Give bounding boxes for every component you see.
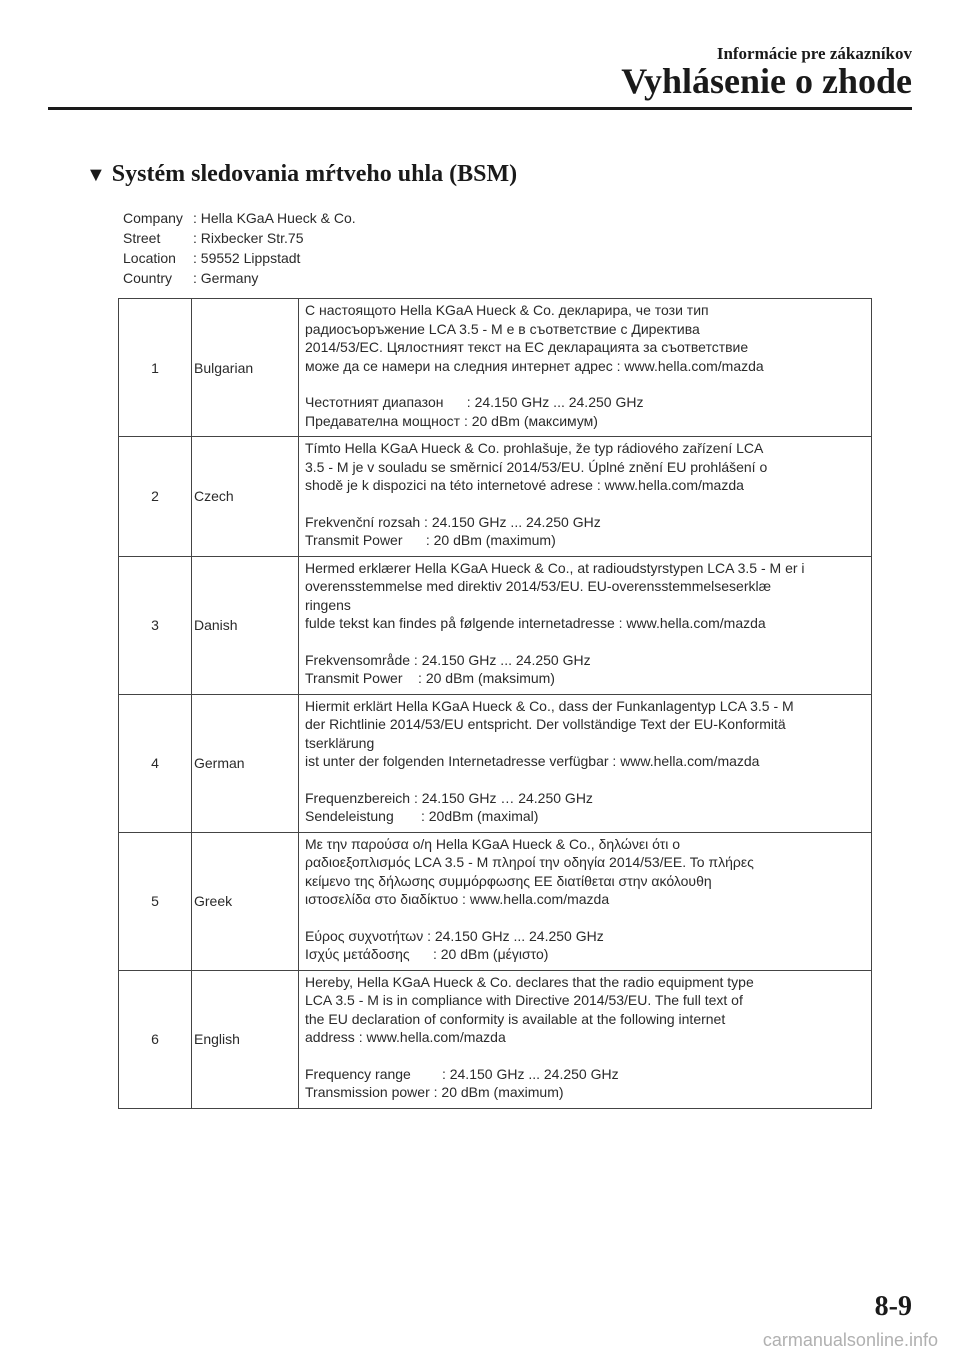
spec-line: Frekvensområde : 24.150 GHz ... 24.250 GHz	[305, 651, 591, 668]
declaration-line: радиосъоръжение LCA 3.5 - M е в съответствие с Директива	[305, 320, 700, 337]
company-key: Street	[123, 230, 161, 246]
page-number: 8-9	[874, 1291, 912, 1322]
company-key: Country	[123, 270, 173, 286]
declaration-line: the EU declaration of conformity is available at the following internet	[305, 1010, 726, 1027]
declaration-line: ist unter der folgenden Internetadresse verfügbar : www.hella.com/mazda	[305, 753, 760, 769]
row-language: Bulgarian	[192, 299, 299, 437]
table-row	[119, 694, 872, 832]
page-title: Vyhlásenie o zhode	[621, 61, 912, 101]
spacer	[305, 495, 865, 513]
company-key: Company	[123, 210, 183, 226]
table-row	[119, 437, 872, 557]
row-number: 2	[119, 437, 192, 557]
company-row	[123, 228, 356, 248]
declaration-line: κείμενο της δήλωσης συμμόρφωσης ΕΕ διατίθεται στην ακόλουθη	[305, 872, 712, 889]
row-language: Czech	[192, 437, 299, 557]
declaration-line: Hereby, Hella KGaA Hueck & Co. declares that the radio equipment type	[305, 973, 754, 990]
spec-line: Sendeleistung : 20dBm (maximal)	[305, 808, 539, 824]
row-language: English	[192, 970, 299, 1108]
row-declaration	[299, 299, 872, 437]
row-declaration	[299, 437, 872, 557]
declaration-line: Hermed erklærer Hella KGaA Hueck & Co., at radioudstyrstypen LCA 3.5 - M er i	[305, 559, 805, 576]
spec-line: Frekvenční rozsah : 24.150 GHz ... 24.250 GHz	[305, 513, 601, 530]
spacer	[305, 909, 865, 927]
company-row	[123, 248, 356, 268]
row-number: 6	[119, 970, 192, 1108]
company-value: : Germany	[193, 270, 259, 286]
company-row	[123, 268, 356, 288]
company-value: : Hella KGaA Hueck & Co.	[193, 210, 356, 226]
spec-line: Предавателна мощност : 20 dBm (максимум)	[305, 412, 598, 429]
company-key: Location	[123, 250, 176, 266]
declaration-line: shodě je k dispozici na této internetové adrese : www.hella.com/mazda	[305, 477, 744, 493]
declaration-line: Με την παρούσα ο/η Hella KGaA Hueck & Co., δηλώνει ότι ο	[305, 835, 681, 852]
row-number: 1	[119, 299, 192, 437]
spec-line: Transmit Power : 20 dBm (maksimum)	[305, 670, 555, 686]
row-declaration	[299, 832, 872, 970]
spec-line: Ισχύς μετάδοσης : 20 dBm (μέγιστο)	[305, 946, 549, 962]
spec-line: Transmission power : 20 dBm (maximum)	[305, 1084, 564, 1100]
row-declaration	[299, 970, 872, 1108]
row-language: Danish	[192, 556, 299, 694]
declaration-line: LCA 3.5 - M is in compliance with Directive 2014/53/EU. The full text of	[305, 992, 743, 1008]
declaration-line: ραδιοεξοπλισμός LCA 3.5 - M πληροί την οδηγία 2014/53/ΕΕ. Το πλήρες	[305, 854, 754, 870]
declaration-line: 3.5 - M je v souladu se směrnicí 2014/53/EU. Úplné znění EU prohlášení o	[305, 458, 768, 475]
declaration-line: fulde tekst kan findes på følgende internetadresse : www.hella.com/mazda	[305, 615, 766, 631]
declaration-line: 2014/53/ЕС. Цялостният текст на ЕС декларацията за съответствие	[305, 339, 749, 355]
header-divider	[48, 107, 912, 110]
spacer	[305, 1047, 865, 1065]
spec-line: Frequency range : 24.150 GHz ... 24.250 GHz	[305, 1065, 619, 1082]
row-number: 3	[119, 556, 192, 694]
company-value: : Rixbecker Str.75	[193, 230, 304, 246]
triangle-down-icon: ▼	[86, 164, 106, 186]
watermark: carmanualsonline.info	[762, 1330, 938, 1350]
declaration-line: С настоящото Hella KGaA Hueck & Co. декларира, че този тип	[305, 302, 709, 318]
spacer	[305, 633, 865, 651]
row-declaration	[299, 556, 872, 694]
spacer	[305, 375, 865, 393]
header-section-label: Informácie pre zákazníkov	[716, 44, 912, 63]
spec-line: Transmit Power : 20 dBm (maximum)	[305, 532, 556, 548]
declaration-line: overensstemmelse med direktiv 2014/53/EU. EU-overensstemmelseserklæ	[305, 578, 772, 594]
spec-line: Εύρος συχνοτήτων : 24.150 GHz ... 24.250 GHz	[305, 927, 604, 944]
row-declaration	[299, 694, 872, 832]
section-title	[86, 161, 517, 188]
table-row	[119, 299, 872, 437]
declaration-line: der Richtlinie 2014/53/EU entspricht. Der vollständige Text der EU-Konformitä	[305, 716, 786, 732]
declaration-line: ιστοσελίδα στο διαδίκτυο : www.hella.com/mazda	[305, 891, 610, 907]
row-language: German	[192, 694, 299, 832]
company-value: : 59552 Lippstadt	[193, 250, 301, 266]
declaration-line: tserklärung	[305, 734, 375, 751]
table-row	[119, 970, 872, 1108]
row-number: 5	[119, 832, 192, 970]
declaration-line: address : www.hella.com/mazda	[305, 1029, 506, 1045]
spec-line: Frequenzbereich : 24.150 GHz … 24.250 GHz	[305, 789, 593, 806]
company-row	[123, 208, 356, 228]
spec-line: Честотният диапазон : 24.150 GHz ... 24.250 GHz	[305, 394, 644, 410]
table-row	[119, 832, 872, 970]
declaration-table	[118, 298, 872, 1109]
section-title-text: Systém sledovania mŕtveho uhla (BSM)	[111, 161, 518, 187]
declaration-line: Hiermit erklärt Hella KGaA Hueck & Co., dass der Funkanlagentyp LCA 3.5 - M	[305, 697, 794, 714]
declaration-line: ringens	[305, 596, 351, 613]
declaration-line: може да се намери на следния интернет адрес : www.hella.com/mazda	[305, 357, 764, 374]
declaration-line: Tímto Hella KGaA Hueck & Co. prohlašuje, že typ rádiového zařízení LCA	[305, 440, 764, 456]
row-language: Greek	[192, 832, 299, 970]
company-info	[123, 208, 356, 288]
row-number: 4	[119, 694, 192, 832]
spacer	[305, 771, 865, 789]
table-row	[119, 556, 872, 694]
